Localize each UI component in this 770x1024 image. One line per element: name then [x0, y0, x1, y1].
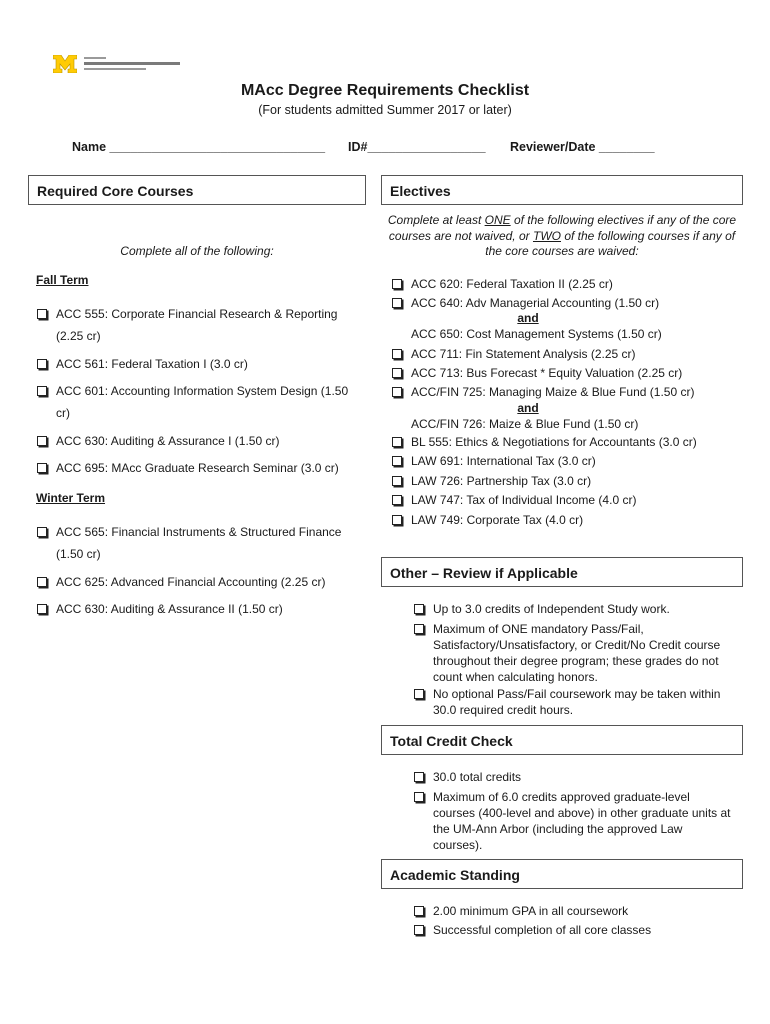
- credit-check-item[interactable]: 30.0 total credits: [414, 769, 521, 785]
- checkbox-icon[interactable]: [414, 604, 424, 614]
- page-subtitle: (For students admitted Summer 2017 or later): [258, 103, 512, 117]
- core-course-item[interactable]: ACC 630: Auditing & Assurance II (1.50 cr): [37, 598, 283, 620]
- other-heading: Other – Review if Applicable: [381, 557, 743, 587]
- checkbox-icon[interactable]: [37, 309, 47, 319]
- id-field-label: ID#_________________: [348, 140, 486, 154]
- elective-item-law-747[interactable]: LAW 747: Tax of Individual Income (4.0 cr): [392, 492, 636, 508]
- core-course-item[interactable]: ACC 601: Accounting Information System Design (1.50 cr): [37, 380, 348, 424]
- elective-item-acc-fin-726: ACC/FIN 726: Maize & Blue Fund (1.50 cr): [411, 417, 639, 431]
- elective-item-law-691[interactable]: LAW 691: International Tax (3.0 cr): [392, 453, 596, 469]
- checkbox-icon[interactable]: [414, 624, 424, 634]
- elective-item-acc-620[interactable]: ACC 620: Federal Taxation II (2.25 cr): [392, 276, 613, 292]
- page-title: MAcc Degree Requirements Checklist: [240, 82, 530, 99]
- winter-term-label: Winter Term: [36, 491, 106, 505]
- academic-standing-heading: Academic Standing: [381, 859, 743, 889]
- reviewer-date-field-label: Reviewer/Date ________: [510, 140, 655, 154]
- checkbox-icon[interactable]: [392, 368, 402, 378]
- checkbox-icon[interactable]: [392, 456, 402, 466]
- elective-item-bl-555[interactable]: BL 555: Ethics & Negotiations for Accountants (3.0 cr): [392, 434, 697, 450]
- checkbox-icon[interactable]: [392, 437, 402, 447]
- elective-item-acc-711[interactable]: ACC 711: Fin Statement Analysis (2.25 cr): [392, 346, 636, 362]
- core-courses-heading: Required Core Courses: [28, 175, 366, 205]
- elective-item-law-749[interactable]: LAW 749: Corporate Tax (4.0 cr): [392, 512, 583, 528]
- name-field-label: Name _______________________________: [72, 140, 326, 154]
- core-course-item[interactable]: ACC 630: Auditing & Assurance I (1.50 cr): [37, 430, 279, 452]
- checkbox-icon[interactable]: [37, 463, 47, 473]
- checkbox-icon[interactable]: [37, 359, 47, 369]
- checkbox-icon[interactable]: [392, 298, 402, 308]
- core-course-item[interactable]: ACC 555: Corporate Financial Research & Reporting (2.25 cr): [37, 303, 337, 347]
- checkbox-icon[interactable]: [392, 476, 402, 486]
- core-course-item[interactable]: ACC 561: Federal Taxation I (3.0 cr): [37, 353, 248, 375]
- checkbox-icon[interactable]: [37, 386, 47, 396]
- elective-item-acc-640[interactable]: ACC 640: Adv Managerial Accounting (1.50 cr): [392, 295, 659, 311]
- checkbox-icon[interactable]: [392, 349, 402, 359]
- and-connector: and: [517, 311, 539, 325]
- core-course-item[interactable]: ACC 695: MAcc Graduate Research Seminar (3.0 cr): [37, 457, 339, 479]
- standing-requirement-item[interactable]: 2.00 minimum GPA in all coursework: [414, 903, 628, 919]
- checkbox-icon[interactable]: [37, 527, 47, 537]
- elective-item-acc-650: ACC 650: Cost Management Systems (1.50 cr): [411, 327, 662, 341]
- school-logo: [53, 54, 193, 76]
- checkbox-icon[interactable]: [392, 515, 402, 525]
- elective-item-acc-fin-725[interactable]: ACC/FIN 725: Managing Maize & Blue Fund (1.50 cr): [392, 384, 694, 400]
- checkbox-icon[interactable]: [37, 604, 47, 614]
- elective-item-acc-713[interactable]: ACC 713: Bus Forecast * Equity Valuation (2.25 cr): [392, 365, 682, 381]
- checkbox-icon[interactable]: [37, 577, 47, 587]
- checkbox-icon[interactable]: [414, 792, 424, 802]
- checkbox-icon[interactable]: [414, 772, 424, 782]
- credit-check-item[interactable]: Maximum of 6.0 credits approved graduate-level courses (400-level and above) in other graduate units at the UM-Ann Arbor (including the approved Law courses).: [414, 789, 731, 853]
- core-instruction: Complete all of the following:: [120, 244, 274, 258]
- core-course-item[interactable]: ACC 565: Financial Instruments & Structured Finance (1.50 cr): [37, 521, 341, 565]
- checkbox-icon[interactable]: [414, 906, 424, 916]
- elective-item-law-726[interactable]: LAW 726: Partnership Tax (3.0 cr): [392, 473, 591, 489]
- fall-term-label: Fall Term: [36, 273, 89, 287]
- checkbox-icon[interactable]: [414, 925, 424, 935]
- logo-wordmark: [84, 55, 194, 73]
- other-requirement-item[interactable]: Up to 3.0 credits of Independent Study work.: [414, 601, 670, 617]
- total-credit-heading: Total Credit Check: [381, 725, 743, 755]
- and-connector: and: [517, 401, 539, 415]
- checkbox-icon[interactable]: [392, 387, 402, 397]
- standing-requirement-item[interactable]: Successful completion of all core classes: [414, 922, 651, 938]
- block-m-icon: [53, 55, 77, 73]
- electives-instruction: Complete at least ONE of the following electives if any of the core courses are not waived, or TWO of the following courses if any of the core courses are waived:: [387, 213, 737, 258]
- other-requirement-item[interactable]: No optional Pass/Fail coursework may be taken within 30.0 required credit hours.: [414, 686, 720, 718]
- electives-heading: Electives: [381, 175, 743, 205]
- core-course-item[interactable]: ACC 625: Advanced Financial Accounting (2.25 cr): [37, 571, 325, 593]
- checkbox-icon[interactable]: [37, 436, 47, 446]
- other-requirement-item[interactable]: Maximum of ONE mandatory Pass/Fail, Satisfactory/Unsatisfactory, or Credit/No Credit course throughout their degree program; these grades do not count when calculating honors.: [414, 621, 720, 685]
- checkbox-icon[interactable]: [414, 689, 424, 699]
- checkbox-icon[interactable]: [392, 495, 402, 505]
- checkbox-icon[interactable]: [392, 279, 402, 289]
